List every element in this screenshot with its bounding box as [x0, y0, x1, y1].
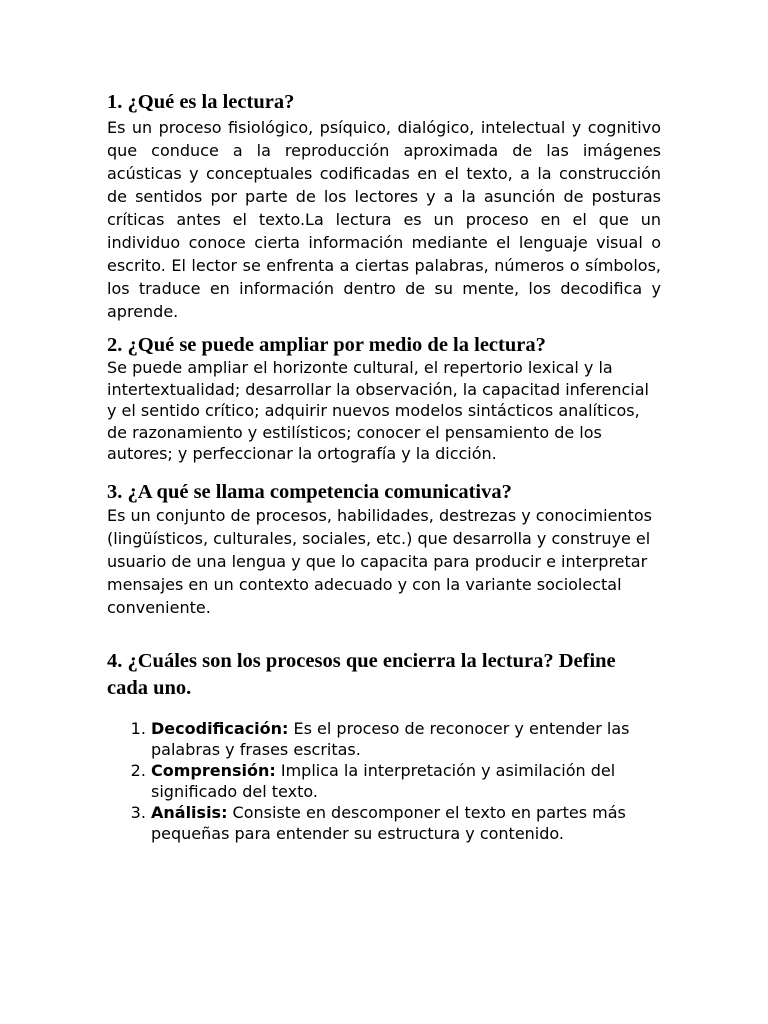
- question-title: 3. ¿A qué se llama competencia comunicativa?: [107, 480, 512, 503]
- section-que-es-la-lectura: [107, 90, 661, 323]
- list-item: [151, 718, 661, 760]
- list-item-term: Comprensión:: [151, 760, 276, 780]
- document-page: [107, 90, 661, 844]
- question-title: 2. ¿Qué se puede ampliar por medio de la lectura?: [107, 334, 546, 356]
- list-item: [151, 802, 661, 844]
- list-item-term: Decodificación:: [151, 718, 289, 738]
- answer-paragraph: Es un conjunto de procesos, habilidades, destrezas y conocimientos (lingüísticos, culturales, sociales, etc.) que desarrolla y construye el usuario de una lengua y que lo capacita para producir e interpretar mensajes en un contexto adecuado y con la variante sociolectal conveniente.: [107, 505, 652, 618]
- section-que-se-puede-ampliar: [107, 333, 661, 465]
- question-title: 1. ¿Qué es la lectura?: [107, 91, 295, 113]
- section-procesos-de-lectura: [107, 648, 661, 844]
- answer-paragraph: Es un proceso fisiológico, psíquico, dialógico, intelectual y cognitivo que conduce a la reproducción aproximada de las imágenes acústicas y conceptuales codificadas en el texto, a la construcción de sentidos por parte de los lectores y a la asunción de posturas críticas antes el texto.La lectura es un proceso en el que un individuo conoce cierta información mediante el lenguaje visual o escrito. El lector se enfrenta a ciertas palabras, números o símbolos, los traduce en información dentro de su mente, los decodifica y aprende.: [107, 118, 661, 321]
- process-list: [107, 718, 661, 844]
- list-item-term: Análisis:: [151, 802, 228, 822]
- list-item-text: Es el proceso de reconocer y entender las palabras y frases escritas.: [151, 718, 630, 759]
- list-item: [151, 760, 661, 802]
- list-item-text: Implica la interpretación y asimilación del significado del texto.: [151, 760, 616, 801]
- section-competencia-comunicativa: [107, 480, 661, 620]
- question-title: 4. ¿Cuáles son los procesos que encierra la lectura? Define cada uno.: [107, 649, 616, 699]
- answer-paragraph: Se puede ampliar el horizonte cultural, el repertorio lexical y la intertextualidad; desarrollar la observación, la capacitad inferencial y el sentido crítico; adquirir nuevos modelos sintácticos analíticos, de razonamiento y estilísticos; conocer el pensamiento de los autores; y perfeccionar la ortografía y la dicción.: [107, 358, 649, 463]
- list-item-text: Consiste en descomponer el texto en partes más pequeñas para entender su estructura y contenido.: [151, 802, 626, 843]
